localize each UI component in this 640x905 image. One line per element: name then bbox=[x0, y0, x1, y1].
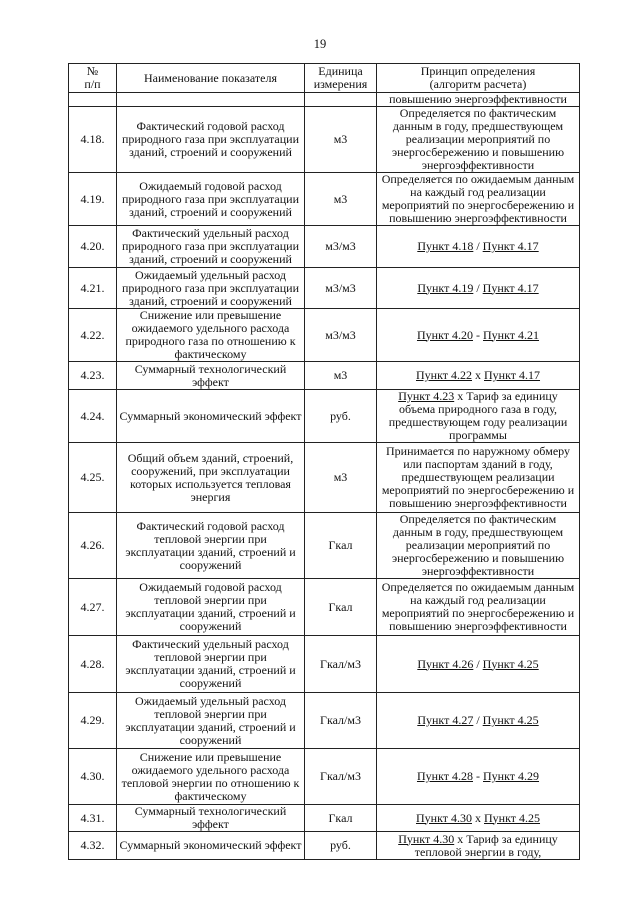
calculation-principle bbox=[377, 636, 580, 693]
header-row bbox=[69, 64, 580, 93]
item-reference: Пункт 4.25 bbox=[482, 656, 539, 671]
unit: м3 bbox=[305, 107, 377, 173]
item-reference: Пункт 4.30 bbox=[398, 831, 455, 846]
header-name: Наименование показателя bbox=[117, 64, 305, 93]
indicator-name: Суммарный экономический эффект bbox=[117, 832, 305, 860]
table-row bbox=[69, 390, 580, 443]
table-row bbox=[69, 749, 580, 805]
table-row bbox=[69, 107, 580, 173]
table-row bbox=[69, 693, 580, 749]
calculation-principle bbox=[377, 268, 580, 309]
row-number: 4.24. bbox=[69, 390, 117, 443]
indicators-table bbox=[68, 63, 580, 860]
calculation-principle bbox=[377, 107, 580, 173]
header-principle: Принцип определения (алгоритм расчета) bbox=[377, 64, 580, 93]
item-reference: Пункт 4.17 bbox=[482, 280, 539, 295]
table-row bbox=[69, 362, 580, 390]
calculation-principle bbox=[377, 832, 580, 860]
item-reference: Пункт 4.30 bbox=[415, 810, 472, 825]
principle-text: х Тариф за единицу объема природного газа в году, предшествующем году реализации программы bbox=[388, 389, 568, 442]
continuation-text: повышению энергоэффективности bbox=[377, 93, 580, 107]
table-row bbox=[69, 226, 580, 268]
unit: Гкал bbox=[305, 513, 377, 579]
row-number: 4.23. bbox=[69, 362, 117, 390]
unit: Гкал/м3 bbox=[305, 693, 377, 749]
row-number: 4.27. bbox=[69, 579, 117, 636]
unit: руб. bbox=[305, 390, 377, 443]
unit: м3/м3 bbox=[305, 268, 377, 309]
calculation-principle bbox=[377, 579, 580, 636]
continuation-row bbox=[69, 93, 580, 107]
principle-text: / bbox=[473, 713, 483, 727]
indicator-name: Снижение или превышение ожидаемого удельного расхода природного газа по отношению к фактическому bbox=[117, 309, 305, 362]
calculation-principle bbox=[377, 226, 580, 268]
item-reference: Пункт 4.20 bbox=[416, 327, 473, 342]
unit: м3/м3 bbox=[305, 226, 377, 268]
table-row bbox=[69, 513, 580, 579]
item-reference: Пункт 4.29 bbox=[483, 769, 540, 783]
principle-text: - bbox=[473, 327, 483, 342]
table-row bbox=[69, 579, 580, 636]
row-number: 4.22. bbox=[69, 309, 117, 362]
indicator-name: Фактический удельный расход природного газа при эксплуатации зданий, строений и сооружений bbox=[117, 226, 305, 268]
row-number: 4.20. bbox=[69, 226, 117, 268]
item-reference: Пункт 4.17 bbox=[482, 239, 539, 253]
row-number: 4.26. bbox=[69, 513, 117, 579]
item-reference: Пункт 4.27 bbox=[417, 713, 474, 727]
item-reference: Пункт 4.28 bbox=[416, 769, 473, 783]
table-row bbox=[69, 805, 580, 832]
calculation-principle bbox=[377, 309, 580, 362]
indicator-name: Ожидаемый годовой расход тепловой энергии при эксплуатации зданий, строений и сооружений bbox=[117, 579, 305, 636]
unit: Гкал/м3 bbox=[305, 636, 377, 693]
calculation-principle bbox=[377, 173, 580, 226]
principle-text: / bbox=[473, 656, 483, 671]
item-reference: Пункт 4.25 bbox=[484, 810, 541, 825]
unit: Гкал/м3 bbox=[305, 749, 377, 805]
principle-text: Определяется по фактическим данным в году, предшествующем реализации мероприятий по энергосбережению и повышению энергоэффективности bbox=[391, 106, 565, 172]
indicator-name: Фактический годовой расход тепловой энергии при эксплуатации зданий, строений и сооружений bbox=[117, 513, 305, 579]
page-number: 19 bbox=[313, 37, 327, 51]
principle-text: / bbox=[473, 239, 483, 253]
table-row bbox=[69, 832, 580, 860]
indicator-name: Фактический удельный расход тепловой энергии при эксплуатации зданий, строений и сооружений bbox=[117, 636, 305, 693]
unit: м3 bbox=[305, 443, 377, 513]
table-row bbox=[69, 268, 580, 309]
table-row bbox=[69, 636, 580, 693]
row-number: 4.30. bbox=[69, 749, 117, 805]
item-reference: Пункт 4.25 bbox=[482, 713, 539, 727]
indicator-name: Ожидаемый удельный расход природного газа при эксплуатации зданий, строений и сооружений bbox=[117, 268, 305, 309]
calculation-principle bbox=[377, 390, 580, 443]
row-number: 4.31. bbox=[69, 805, 117, 832]
item-reference: Пункт 4.17 bbox=[484, 368, 541, 382]
unit: Гкал bbox=[305, 805, 377, 832]
principle-text: Определяется по ожидаемым данным на каждый год реализации мероприятий по энергосбережению и повышению энергоэффективности bbox=[381, 172, 575, 225]
item-reference: Пункт 4.22 bbox=[415, 368, 472, 382]
item-reference: Пункт 4.19 bbox=[417, 280, 474, 295]
principle-text: Определяется по фактическим данным в году, предшествующем реализации мероприятий по энергосбережению и повышению энергоэффективности bbox=[391, 512, 565, 578]
item-reference: Пункт 4.18 bbox=[417, 239, 474, 253]
calculation-principle bbox=[377, 693, 580, 749]
calculation-principle bbox=[377, 805, 580, 832]
unit: м3/м3 bbox=[305, 309, 377, 362]
table-row bbox=[69, 309, 580, 362]
principle-text: - bbox=[473, 769, 483, 783]
row-number: 4.28. bbox=[69, 636, 117, 693]
calculation-principle bbox=[377, 443, 580, 513]
item-reference: Пункт 4.23 bbox=[398, 389, 455, 403]
row-number: 4.32. bbox=[69, 832, 117, 860]
principle-text: х bbox=[472, 810, 484, 825]
indicator-name: Ожидаемый удельный расход тепловой энергии при эксплуатации зданий, строений и сооружений bbox=[117, 693, 305, 749]
principle-text: / bbox=[473, 280, 483, 295]
principle-text: х bbox=[472, 368, 484, 382]
table-row bbox=[69, 443, 580, 513]
row-number: 4.29. bbox=[69, 693, 117, 749]
indicator-name: Суммарный экономический эффект bbox=[117, 390, 305, 443]
indicator-name: Суммарный технологический эффект bbox=[117, 362, 305, 390]
unit: Гкал bbox=[305, 579, 377, 636]
unit: м3 bbox=[305, 362, 377, 390]
row-number: 4.18. bbox=[69, 107, 117, 173]
indicator-name: Ожидаемый годовой расход природного газа при эксплуатации зданий, строений и сооружений bbox=[117, 173, 305, 226]
header-unit: Единица измерения bbox=[305, 64, 377, 93]
calculation-principle bbox=[377, 362, 580, 390]
principle-text: х Тариф за единицу тепловой энергии в году, bbox=[414, 831, 558, 859]
unit: руб. bbox=[305, 832, 377, 860]
row-number: 4.19. bbox=[69, 173, 117, 226]
principle-text: Принимается по наружному обмеру или паспортам зданий в году, предшествующем реализации мероприятий по энергосбережению и повышению энергоэффективности bbox=[381, 444, 575, 510]
row-number: 4.25. bbox=[69, 443, 117, 513]
calculation-principle bbox=[377, 513, 580, 579]
row-number: 4.21. bbox=[69, 268, 117, 309]
indicator-name: Фактический годовой расход природного газа при эксплуатации зданий, строений и сооружений bbox=[117, 107, 305, 173]
indicator-name: Общий объем зданий, строений, сооружений, при эксплуатации которых используется тепловая энергия bbox=[117, 443, 305, 513]
calculation-principle bbox=[377, 749, 580, 805]
principle-text: Определяется по ожидаемым данным на каждый год реализации мероприятий по энергосбережению и повышению энергоэффективности bbox=[381, 580, 575, 633]
header-num: № п/п bbox=[69, 64, 117, 93]
item-reference: Пункт 4.26 bbox=[417, 656, 474, 671]
table-row bbox=[69, 173, 580, 226]
indicator-name: Суммарный технологический эффект bbox=[117, 805, 305, 832]
indicator-name: Снижение или превышение ожидаемого удельного расхода тепловой энергии по отношению к фактическому bbox=[117, 749, 305, 805]
item-reference: Пункт 4.21 bbox=[483, 327, 540, 342]
unit: м3 bbox=[305, 173, 377, 226]
